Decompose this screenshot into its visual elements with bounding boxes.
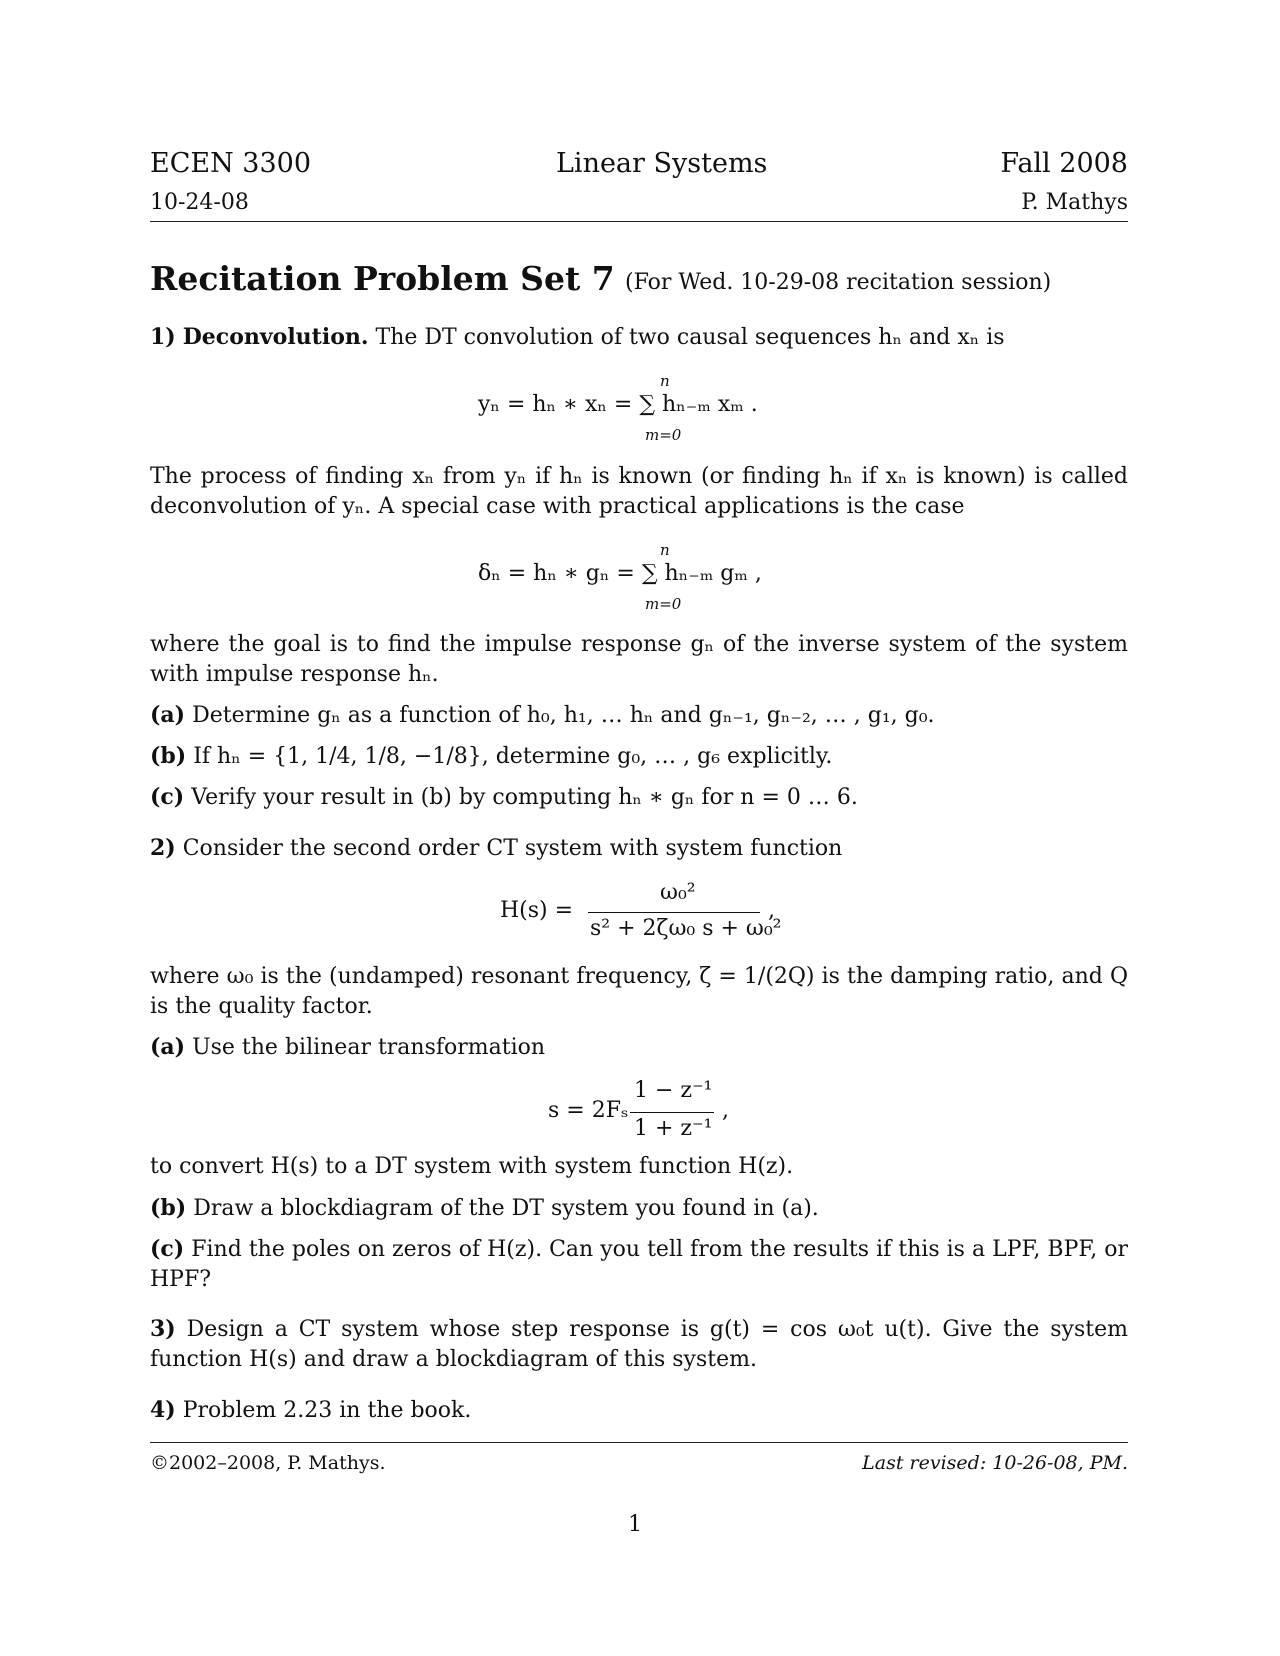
sum-upper-limit-2: n: [660, 541, 670, 559]
sum-lower-limit: m=0: [645, 426, 682, 444]
header-rule: [150, 221, 1128, 222]
problem3: 3) Design a CT system whose step response is g(t) = cos ω₀t u(t). Give the system function H(s) and draw a blockdiagram of this system.: [150, 1316, 1128, 1372]
transfer-function-comma: ,: [768, 898, 775, 923]
transfer-function-numerator: ω₀²: [660, 880, 696, 905]
problem1-para2: The process of finding xₙ from yₙ if hₙ is known (or finding hₙ if xₙ is known) is called deconvolution of yₙ. A special case with practical applications is the case: [150, 464, 1128, 519]
bilinear-fraction-bar: [630, 1112, 714, 1113]
problem1-part-c: (c) Verify your result in (b) by computing hₙ ∗ gₙ for n = 0 … 6.: [150, 784, 858, 810]
page-number: 1: [628, 1512, 642, 1537]
bilinear-comma: ,: [722, 1098, 729, 1123]
footer-rule: [150, 1442, 1128, 1443]
bilinear-lhs: s = 2Fₛ: [548, 1098, 629, 1123]
transfer-function-lhs: H(s) =: [500, 898, 574, 923]
sum-upper-limit: n: [660, 372, 670, 390]
term: Fall 2008: [1000, 148, 1128, 179]
problem2-para2: where ω₀ is the (undamped) resonant frequency, ζ = 1/(2Q) is the damping ratio, and Q is the quality factor.: [150, 964, 1128, 1019]
last-revised: Last revised: 10-26-08, PM.: [862, 1452, 1128, 1474]
problem1-part-b: (b) If hₙ = {1, 1/4, 1/8, −1/8}, determine g₀, … , g₆ explicitly.: [150, 743, 833, 769]
author: P. Mathys: [1021, 190, 1128, 215]
problem1-para3: where the goal is to find the impulse response gₙ of the inverse system of the system with impulse response hₙ.: [150, 632, 1128, 687]
copyright: ©2002–2008, P. Mathys.: [150, 1452, 386, 1474]
transfer-function-denominator: s² + 2ζω₀ s + ω₀²: [590, 916, 782, 941]
problem2-part-a-cont: to convert H(s) to a DT system with system function H(z).: [150, 1154, 794, 1179]
page-title: Recitation Problem Set 7: [150, 259, 615, 298]
title-note: (For Wed. 10-29-08 recitation session): [625, 270, 1052, 295]
equation-convolution: yₙ = hₙ ∗ xₙ = ∑ hₙ₋ₘ xₘ .: [478, 392, 758, 417]
problem2-intro: 2) Consider the second order CT system with system function: [150, 835, 843, 861]
problem1-intro-text: The DT convolution of two causal sequences hₙ and xₙ is: [375, 325, 1005, 350]
transfer-function-fraction-bar: [588, 912, 760, 913]
problem2-part-b: (b) Draw a blockdiagram of the DT system you found in (a).: [150, 1195, 819, 1221]
problem2-part-a: (a) Use the bilinear transformation: [150, 1034, 546, 1060]
problem1-heading: Deconvolution.: [182, 324, 369, 350]
bilinear-numerator: 1 − z⁻¹: [634, 1078, 713, 1103]
date: 10-24-08: [150, 190, 249, 215]
problem1-number: 1): [150, 324, 176, 350]
problem4: 4) Problem 2.23 in the book.: [150, 1397, 472, 1423]
equation-inverse: δₙ = hₙ ∗ gₙ = ∑ hₙ₋ₘ gₘ ,: [478, 561, 762, 586]
problem2-part-c: (c) Find the poles on zeros of H(z). Can you tell from the results if this is a LPF, BPF, or HPF?: [150, 1236, 1128, 1292]
bilinear-denominator: 1 + z⁻¹: [634, 1116, 713, 1141]
course-subject: Linear Systems: [556, 148, 768, 179]
problem1-part-a: (a) Determine gₙ as a function of h₀, h₁, … hₙ and gₙ₋₁, gₙ₋₂, … , g₁, g₀.: [150, 702, 935, 728]
sum-lower-limit-2: m=0: [645, 595, 682, 613]
course-code: ECEN 3300: [150, 148, 311, 179]
problem1-intro: [150, 322, 1128, 353]
